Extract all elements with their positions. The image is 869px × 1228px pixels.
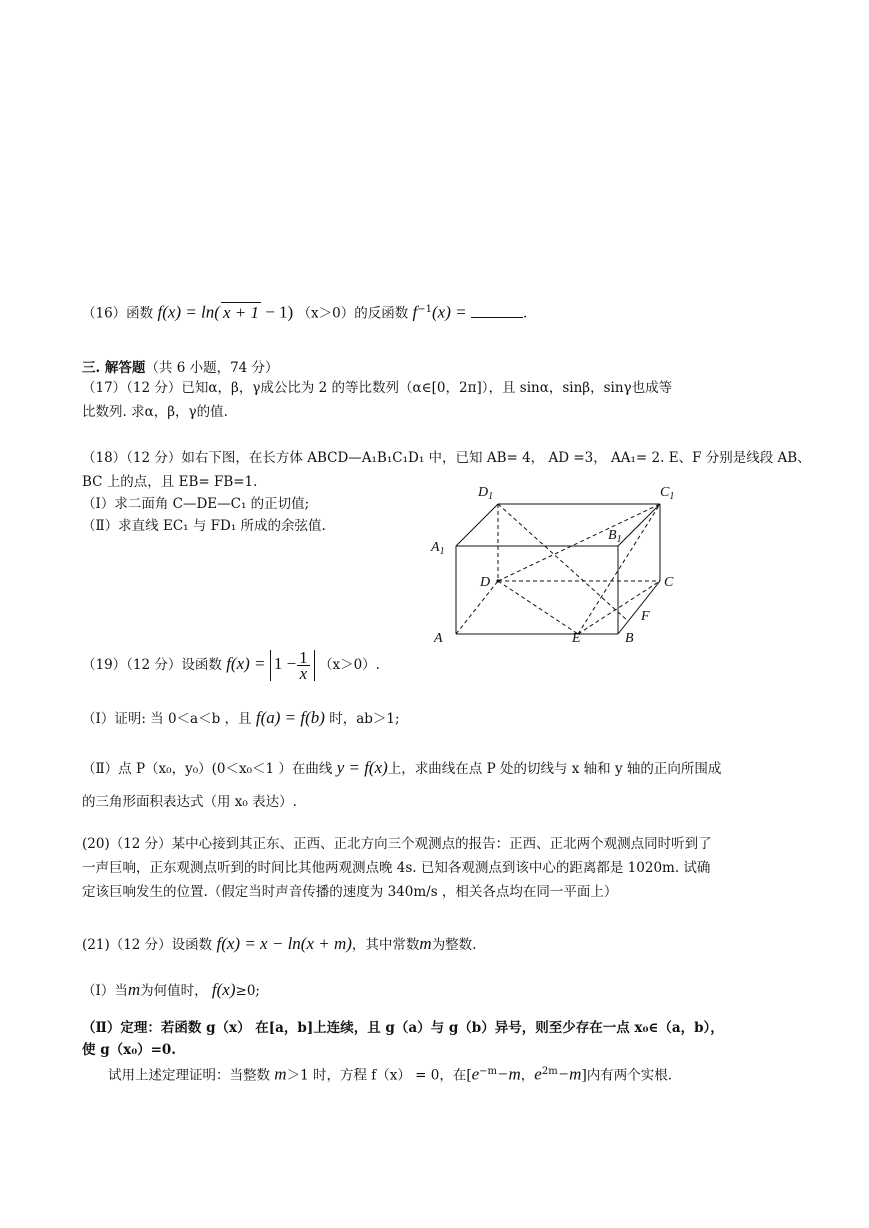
q21-p1-mid: 为何值时， (140, 983, 208, 999)
q16-function: f(x) = ln( (157, 302, 220, 322)
q19-p2-tail: 上，求曲线在点 P 处的切线与 x 轴和 y 轴的正向所围成 (387, 761, 722, 777)
cuboid-figure (420, 476, 690, 648)
label-f: F (641, 609, 650, 624)
label-b1: $B_1$ (608, 528, 622, 545)
q21-mid: ，其中常数 (351, 937, 420, 953)
q21-end: 为整数. (431, 937, 477, 953)
label-c: C (664, 575, 674, 590)
label-b: B (625, 631, 634, 646)
q21-part1 (82, 980, 260, 1001)
edge-bc (618, 581, 660, 634)
q19-p1-text: （Ⅰ）证明: 当 0＜a＜b ，且 (82, 711, 252, 727)
q19-p1-math: f(a) = f(b) (255, 708, 325, 727)
q19-condition: （x＞0）. (318, 657, 380, 673)
segment-de (498, 581, 578, 634)
q18-line1: （18）（12 分）如右下图，在长方体 ABCD—A₁B₁C₁D₁ 中，已知 AB= 4， AD =3， AA₁= 2. E、F 分别是线段 AB、 (82, 450, 811, 466)
q20-line3: 定该巨响发生的位置.（假定当时声音传播的速度为 340m/s ，相关各点均在同一平面上） (82, 884, 618, 900)
q16-inverse-arg: (x) = (432, 302, 467, 322)
segment-fd1 (498, 504, 628, 621)
q16-inverse-sup: −1 (417, 304, 432, 315)
q21-e1: e (471, 1064, 480, 1084)
q16-line (82, 300, 527, 324)
edge-b1c1 (618, 504, 660, 546)
q21-theorem-line1: （Ⅱ）定理：若函数 g（x） 在[a，b]上连续，且 g（a）与 g（b）异号，则至少存在一点 x₀∈（a，b）， (82, 1020, 724, 1036)
q21-e2-sup: 2m (541, 1066, 558, 1077)
q19-function: f(x) = (226, 654, 266, 673)
q19-line (82, 650, 380, 681)
q19-p2-math: y = f(x) (336, 758, 388, 777)
q16-number: （16）函数 (82, 305, 154, 322)
q17-line2: 比数列. 求α，β，γ的值. (82, 404, 228, 420)
q19-abs (270, 650, 315, 681)
q21-minus-m1: −m (497, 1064, 521, 1084)
q21-p1-tail: ≥0; (235, 983, 260, 999)
q21-p1-fx: f(x) (211, 980, 236, 999)
q18-line2: BC 上的点，且 EB= FB=1. (82, 474, 258, 490)
q21-part2 (108, 1062, 672, 1086)
q19-p2-text: （Ⅱ）点 P（x₀，y₀）(0＜x₀＜1 ）在曲线 (82, 761, 333, 777)
q19-number: （19）（12 分）设函数 (82, 657, 222, 673)
q21-function: f(x) = x − ln(x + m) (216, 934, 352, 953)
q21-line (82, 934, 476, 955)
q21-p1-text: （Ⅰ）当 (82, 983, 128, 999)
answer-blank (471, 303, 523, 318)
q21-p2-mid: ＞1 时，方程 f（x） = 0，在[ (286, 1067, 472, 1084)
q18-part2: （Ⅱ）求直线 EC₁ 与 FD₁ 所成的余弦值. (82, 518, 326, 534)
q19-fraction (297, 650, 310, 681)
q21-number: (21)（12 分）设函数 (82, 937, 213, 953)
q21-p2-m: m (274, 1064, 287, 1084)
q21-p2-tail: ]内有两个实根. (581, 1067, 673, 1084)
segment-ec (578, 581, 660, 634)
q17-line1: （17）（12 分）已知α，β，γ成公比为 2 的等比数列（α∈[0，2π]），且 sinα，sinβ，sinγ也成等 (82, 380, 673, 396)
hidden-edge-ad (456, 581, 498, 634)
q19-part2 (82, 758, 721, 779)
q16-inverse: f (412, 302, 418, 322)
edge-a1d1 (456, 504, 498, 546)
q21-minus-m2: −m (557, 1064, 582, 1084)
q18-part1: （Ⅰ）求二面角 C—DE—C₁ 的正切值; (82, 496, 310, 512)
q16-end: . (522, 305, 528, 322)
label-a: A (434, 631, 443, 646)
label-d1: $D_1$ (478, 485, 494, 502)
q20-line2: 一声巨响，正东观测点听到的时间比其他两观测点晚 4s. 已知各观测点到该中心的距离都是 1020m. 试确 (82, 860, 711, 876)
q21-theorem-line2: 使 g（x₀）=0. (82, 1042, 177, 1058)
q19-part2-cont: 的三角形面积表达式（用 x₀ 表达）. (82, 794, 297, 810)
section-title: 三. 解答题 (82, 360, 146, 376)
q16-tail: − 1) (260, 302, 294, 322)
q16-condition: （x＞0）的反函数 (297, 305, 409, 322)
point-d (496, 579, 499, 582)
label-c1: $C_1$ (660, 485, 675, 502)
q16-sqrt-arg: x + 1 (222, 302, 259, 322)
q21-p2-text: 试用上述定理证明：当整数 (108, 1067, 270, 1084)
label-e: E (572, 631, 581, 646)
q19-one: 1 − (273, 654, 297, 673)
q21-sep: ， (520, 1067, 535, 1084)
section-note: （共 6 小题，74 分） (145, 360, 279, 376)
label-a1: $A_1$ (431, 540, 445, 557)
q19-part1 (82, 708, 400, 729)
q21-p1-m: m (127, 980, 141, 999)
q21-e1-sup: −m (479, 1066, 498, 1077)
q21-m: m (419, 934, 432, 953)
q19-frac-num: 1 (299, 648, 308, 667)
q19-frac-den: x (299, 664, 308, 683)
section-heading (82, 358, 279, 378)
q19-p1-tail: 时，ab＞1; (329, 711, 400, 727)
q21-e2: e (534, 1064, 542, 1084)
q20-line1: (20)（12 分）某中心接到其正东、正西、正北方向三个观测点的报告：正西、正北两个观测点同时听到了 (82, 836, 712, 852)
label-d: D (480, 575, 491, 590)
